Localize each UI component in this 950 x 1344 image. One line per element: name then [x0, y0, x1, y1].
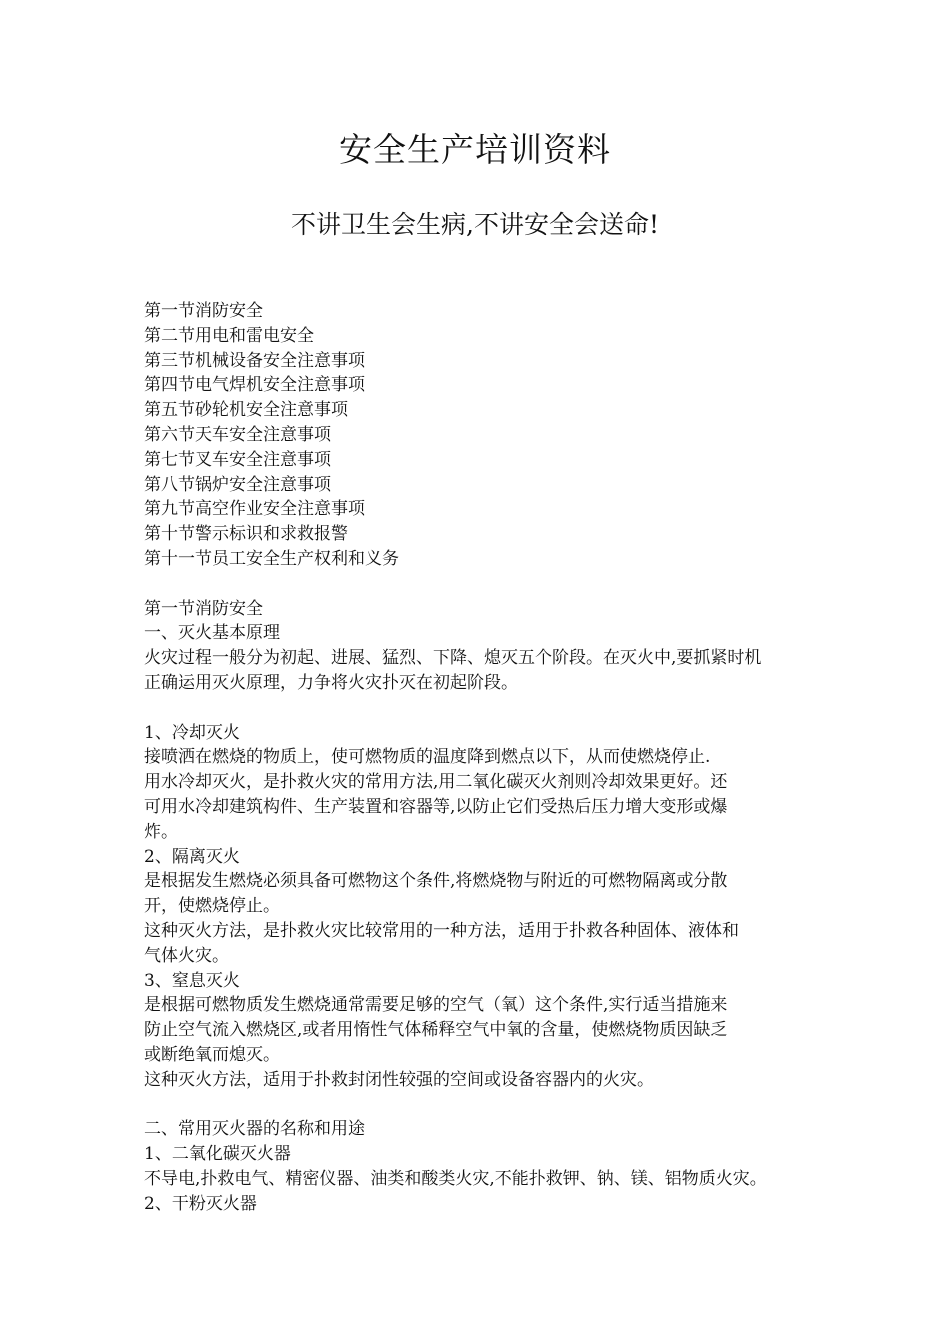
- toc-item: 第一节消防安全: [144, 301, 263, 321]
- item-heading: 3、窒息灭火: [144, 970, 240, 991]
- paragraph-line: 这种灭火方法，适用于扑救封闭性较强的空间或设备容器内的火灾。: [144, 1069, 654, 1090]
- paragraph-line: 开，使燃烧停止。: [144, 896, 280, 917]
- paragraph-line: 接喷洒在燃烧的物质上，使可燃物质的温度降到燃点以下，从而使燃烧停止.: [144, 747, 711, 768]
- paragraph-line: 不导电,扑救电气、精密仪器、油类和酸类火灾,不能扑救钾、钠、镁、铝物质火灾。: [144, 1168, 767, 1189]
- table-of-contents: [144, 299, 834, 572]
- paragraph-line: 可用水冷却建筑构件、生产装置和容器等,以防止它们受热后压力增大变形或爆: [144, 796, 728, 817]
- spacer: [144, 1093, 834, 1118]
- toc-item: 第八节锅炉安全注意事项: [144, 474, 331, 495]
- spacer: [144, 696, 834, 721]
- subsection-heading: 二、常用灭火器的名称和用途: [144, 1119, 365, 1140]
- paragraph-line: 炸。: [144, 821, 178, 842]
- paragraph-line: 这种灭火方法，是扑救火灾比较常用的一种方法，适用于扑救各种固体、液体和: [144, 920, 739, 941]
- document-subtitle: 不讲卫生会生病,不讲安全会送命!: [291, 210, 659, 239]
- paragraph-line: 气体火灾。: [144, 945, 229, 966]
- subsection-heading: 一、灭火基本原理: [144, 623, 280, 644]
- item-heading: 1、冷却灭火: [144, 722, 240, 743]
- paragraph-line: 用水冷却灭火，是扑救火灾的常用方法,用二氧化碳灭火剂则冷却效果更好。还: [144, 772, 728, 793]
- document-title: 安全生产培训资料: [339, 130, 611, 169]
- paragraph-line: 防止空气流入燃烧区,或者用惰性气体稀释空气中氧的含量，使燃烧物质因缺乏: [144, 1020, 728, 1041]
- paragraph-line: 是根据可燃物质发生燃烧通常需要足够的空气（氧）这个条件,实行适当措施来: [144, 995, 728, 1016]
- item-heading: 2、隔离灭火: [144, 846, 240, 867]
- toc-item: 第九节高空作业安全注意事项: [144, 499, 365, 520]
- paragraph-line: 是根据发生燃烧必须具备可燃物这个条件,将燃烧物与附近的可燃物隔离或分散: [144, 871, 728, 892]
- toc-item: 第五节砂轮机安全注意事项: [144, 400, 348, 421]
- toc-item: 第四节电气焊机安全注意事项: [144, 375, 365, 396]
- item-heading: 1、二氧化碳灭火器: [144, 1144, 291, 1165]
- document-body: [144, 299, 834, 1216]
- paragraph-line: 或断绝氧而熄灭。: [144, 1044, 280, 1065]
- paragraph-line: 正确运用灭火原理，力争将火灾扑灭在初起阶段。: [144, 672, 518, 693]
- paragraph-line: 火灾过程一般分为初起、进展、猛烈、下降、熄灭五个阶段。在灭火中,要抓紧时机: [144, 648, 762, 669]
- toc-item: 第十一节员工安全生产权利和义务: [144, 548, 399, 569]
- toc-item: 第二节用电和雷电安全: [144, 325, 314, 346]
- toc-item: 第七节叉车安全注意事项: [144, 449, 331, 470]
- item-heading: 2、干粉灭火器: [144, 1193, 257, 1214]
- toc-item: 第六节天车安全注意事项: [144, 424, 331, 445]
- spacer: [144, 572, 834, 597]
- section-heading: 第一节消防安全: [144, 598, 263, 619]
- toc-item: 第十节警示标识和求救报警: [144, 524, 348, 545]
- toc-item: 第三节机械设备安全注意事项: [144, 350, 365, 371]
